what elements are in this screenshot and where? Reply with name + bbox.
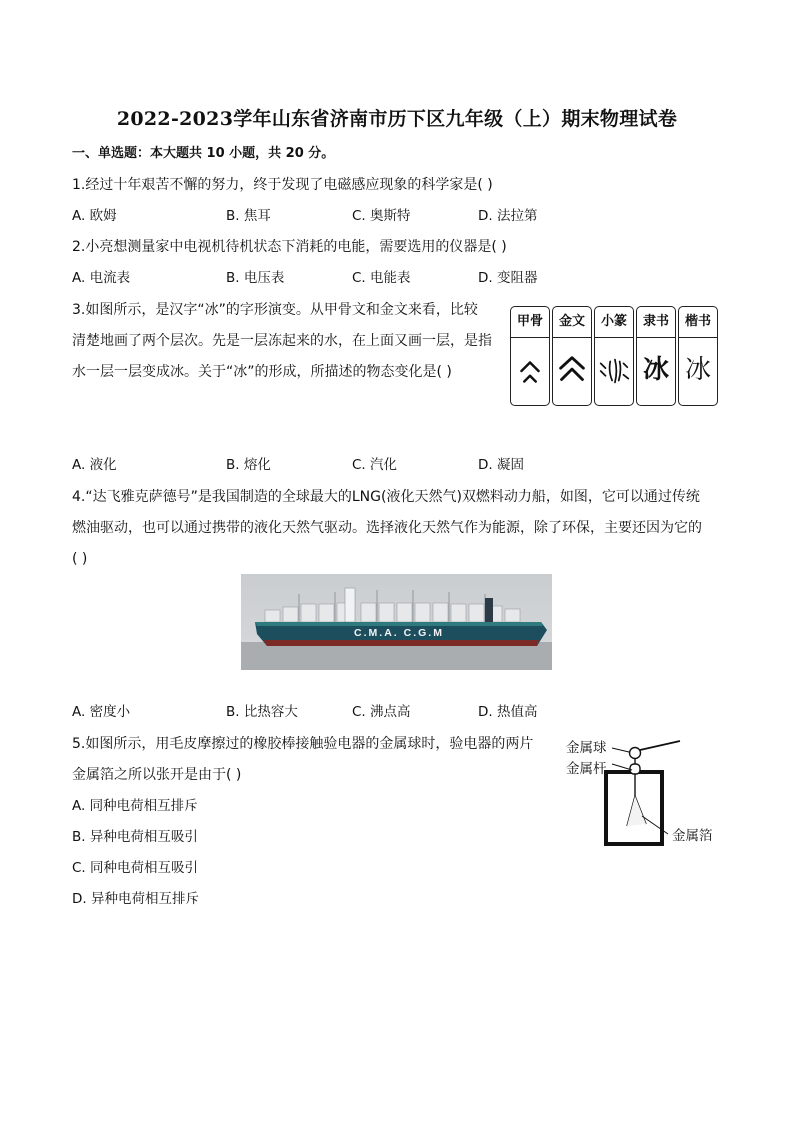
q2-option-c: C. 电能表 [352, 270, 411, 286]
section-heading: 一、单选题：本大题共 10 小题，共 20 分。 [72, 146, 335, 161]
glyph-cell-oracle-bone [510, 306, 550, 406]
oracle-bone-ice-glyph [511, 337, 549, 405]
q5-option-a: A. 同种电荷相互排斥 [72, 798, 198, 814]
glyph-cell-small-seal [594, 306, 634, 406]
bronze-ice-glyph [553, 337, 591, 405]
glyph-cell-bronze [552, 306, 592, 406]
q5-option-b: B. 异种电荷相互吸引 [72, 829, 198, 845]
glyph-cell-clerical [636, 306, 676, 406]
small-seal-ice-glyph [595, 337, 633, 405]
regular-ice-glyph: 冰 [684, 355, 711, 385]
label-metal-foil: 金属箔 [672, 828, 713, 844]
ship-hull-lettering: C.M.A. C.G.M [354, 627, 444, 639]
lng-container-ship-photo [241, 574, 552, 670]
q4-option-b: B. 比热容大 [226, 704, 298, 720]
question-4-stem-line-2: 燃油驱动，也可以通过携带的液化天然气驱动。选择液化天然气作为能源，除了环保，主要还因为它的 [72, 520, 702, 536]
question-3-stem-line-2: 清楚地画了两个层次。先是一层冻起来的水，在上面又画一层，是指 [72, 333, 492, 349]
glyph-evolution-figure [510, 306, 720, 406]
glyph-header: 小篆 [595, 307, 633, 338]
glyph-cell-regular [678, 306, 718, 406]
label-metal-rod: 金属杆 [566, 761, 607, 777]
q2-option-b: B. 电压表 [226, 270, 285, 286]
glyph-header: 甲骨 [511, 307, 549, 338]
question-1-stem: 1.经过十年艰苦不懈的努力，终于发现了电磁感应现象的科学家是( ) [72, 177, 493, 193]
page-title: 2022-2023学年山东省济南市历下区九年级（上）期末物理试卷 [116, 108, 678, 130]
question-2-stem: 2.小亮想测量家中电视机待机状态下消耗的电能，需要选用的仪器是( ) [72, 239, 507, 255]
question-5-stem-line-2: 金属箔之所以张开是由于( ) [72, 767, 242, 783]
q3-option-b: B. 熔化 [226, 457, 271, 473]
label-metal-ball: 金属球 [566, 740, 607, 756]
q1-option-d: D. 法拉第 [478, 208, 538, 224]
glyph-header: 隶书 [637, 307, 675, 338]
q1-option-a: A. 欧姆 [72, 208, 117, 224]
q1-option-c: C. 奥斯特 [352, 208, 411, 224]
q1-option-b: B. 焦耳 [226, 208, 271, 224]
q3-option-d: D. 凝固 [478, 457, 524, 473]
question-4-stem-line-1: 4.“达飞雅克萨德号”是我国制造的全球最大的LNG(液化天然气)双燃料动力船，如图，它可以通过传统 [72, 489, 700, 505]
q5-option-c: C. 同种电荷相互吸引 [72, 860, 199, 876]
question-3-stem-line-3: 水一层一层变成冰。关于“冰”的形成，所描述的物态变化是( ) [72, 364, 452, 380]
q4-option-c: C. 沸点高 [352, 704, 411, 720]
q5-option-d: D. 异种电荷相互排斥 [72, 891, 199, 907]
electroscope-diagram [560, 738, 730, 850]
glyph-header: 金文 [553, 307, 591, 338]
question-3-stem-line-1: 3.如图所示，是汉字“冰”的字形演变。从甲骨文和金文来看，比较 [72, 302, 478, 318]
q2-option-d: D. 变阻器 [478, 270, 538, 286]
question-4-stem-line-3: ( ) [72, 551, 88, 567]
q3-option-c: C. 汽化 [352, 457, 398, 473]
q4-option-a: A. 密度小 [72, 704, 131, 720]
question-5-stem-line-1: 5.如图所示，用毛皮摩擦过的橡胶棒接触验电器的金属球时，验电器的两片 [72, 736, 534, 752]
clerical-ice-glyph: 冰 [642, 355, 669, 385]
q4-option-d: D. 热值高 [478, 704, 538, 720]
q2-option-a: A. 电流表 [72, 270, 131, 286]
glyph-header: 楷书 [679, 307, 717, 338]
q3-option-a: A. 液化 [72, 457, 117, 473]
